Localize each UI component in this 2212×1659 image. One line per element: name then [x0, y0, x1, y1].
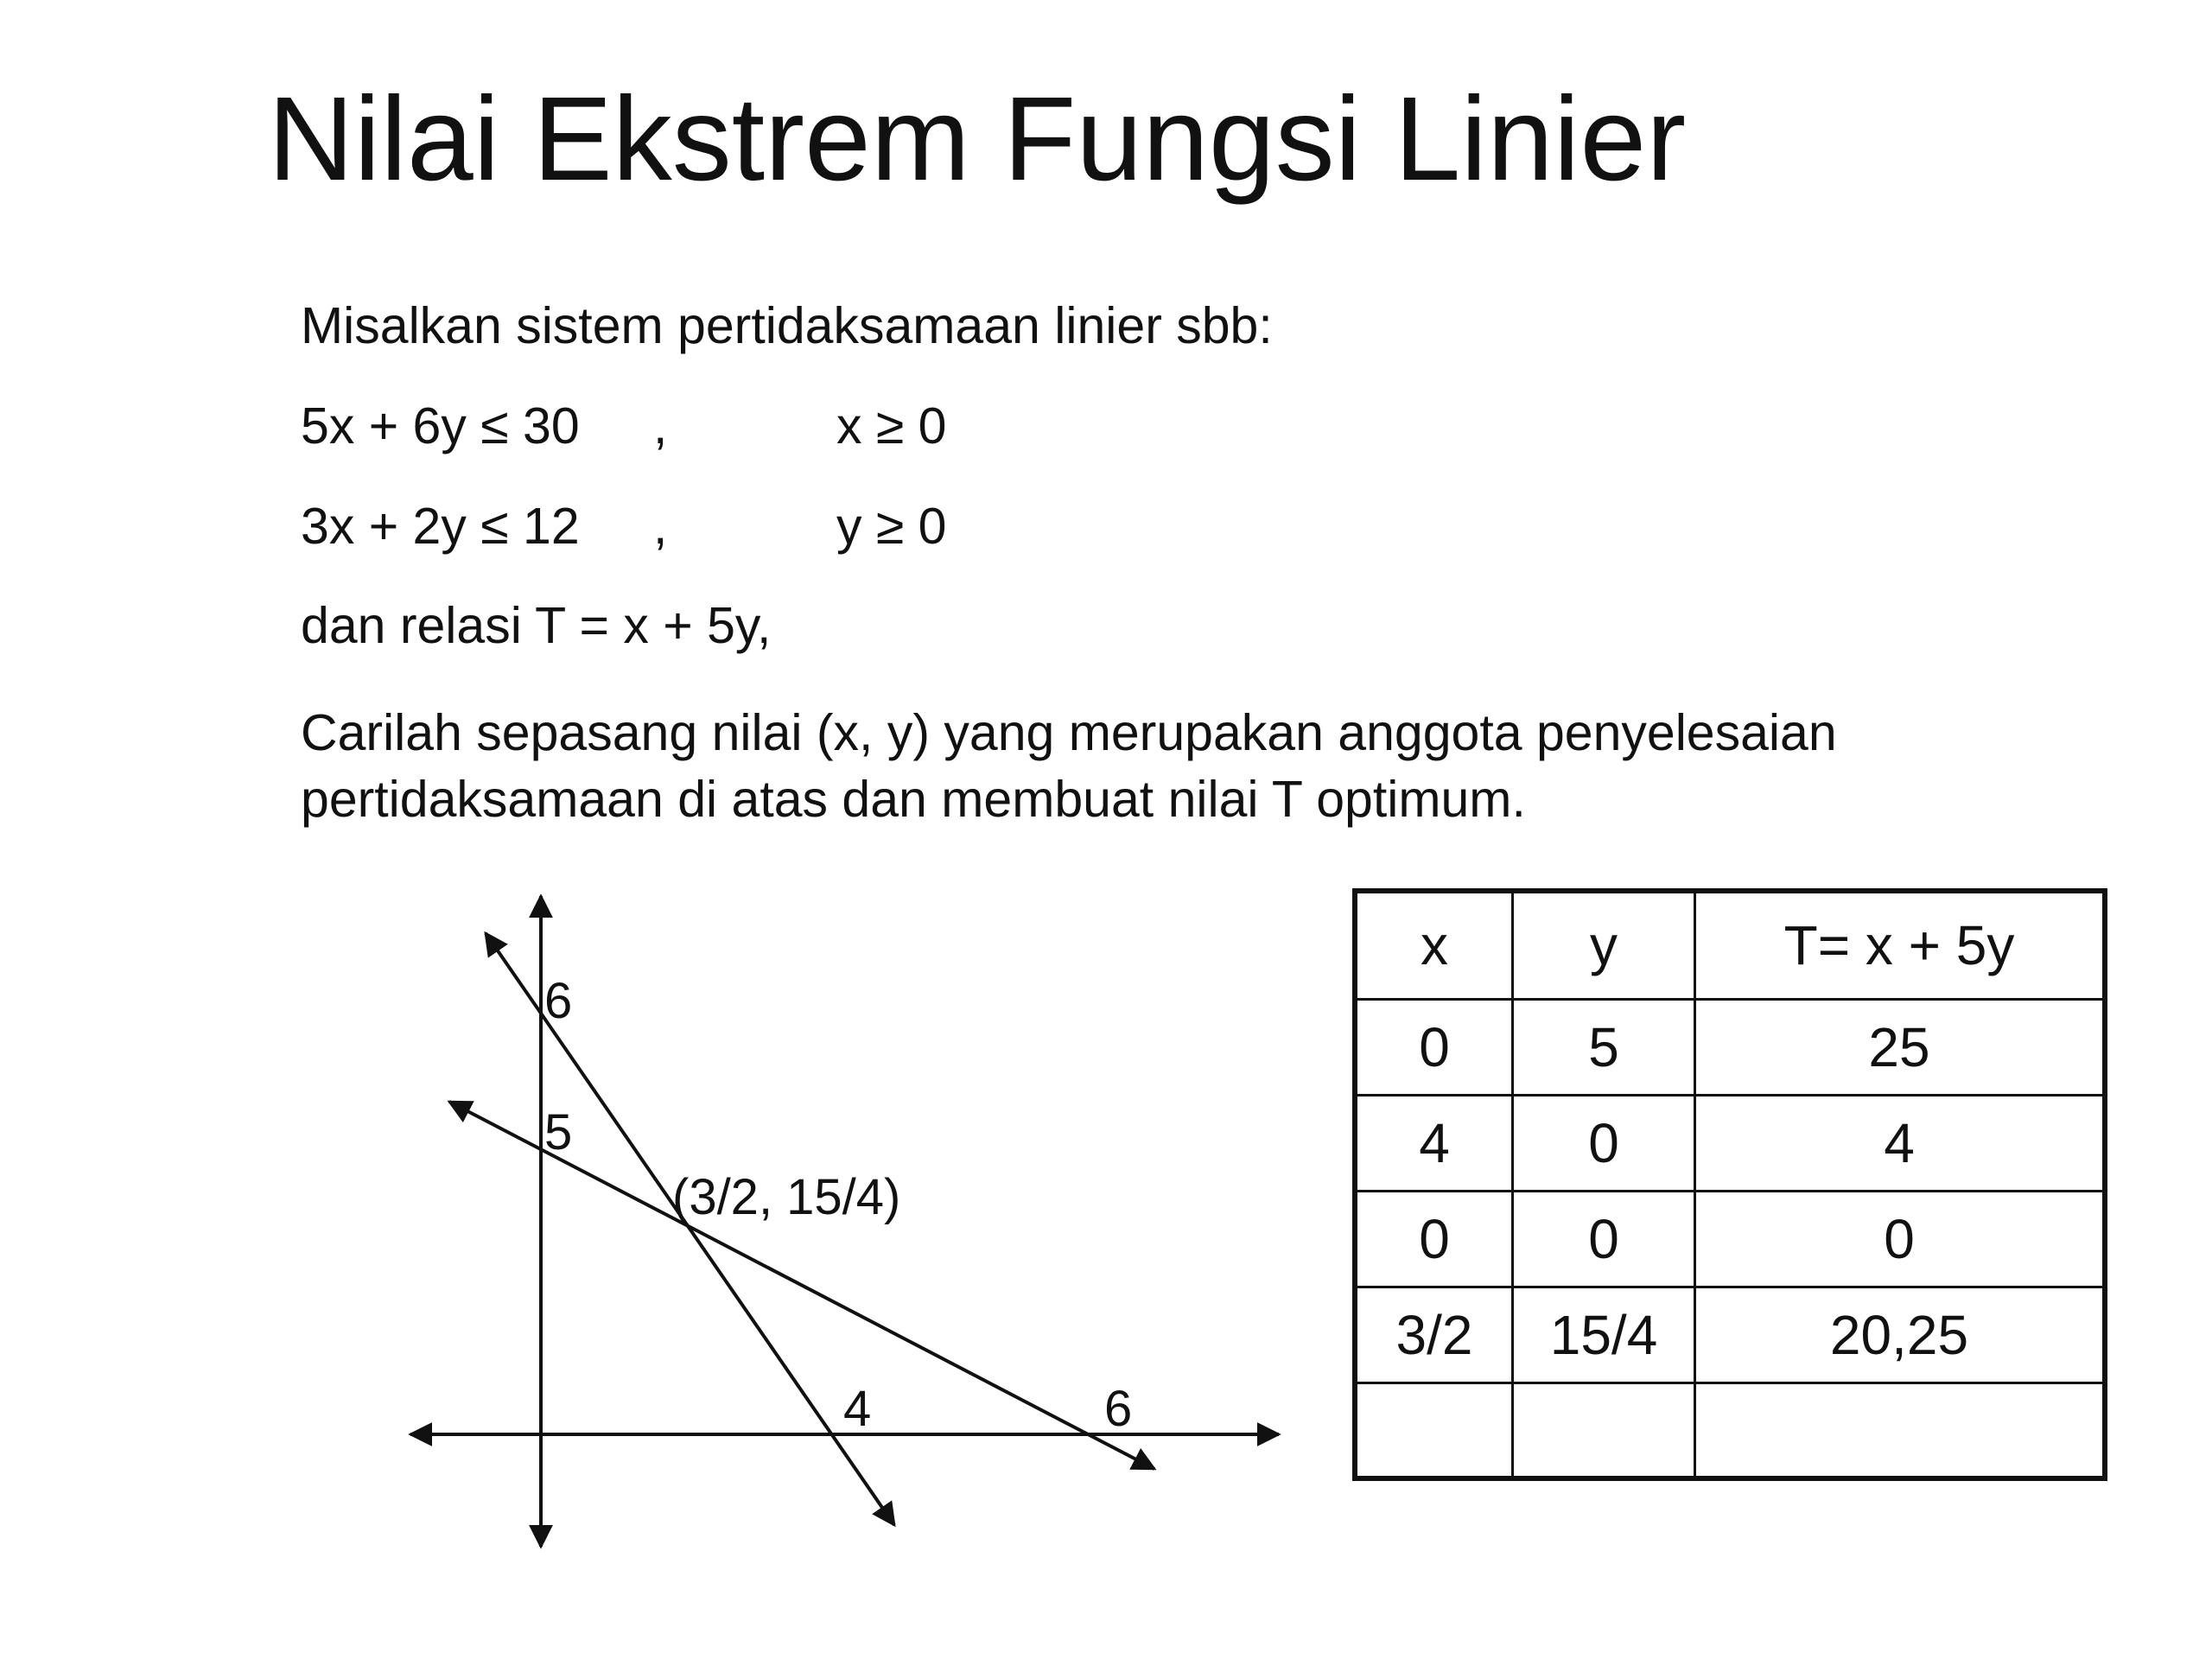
cell-y: 0: [1513, 1095, 1695, 1191]
cell-t: 25: [1695, 999, 2106, 1095]
cell-t: 4: [1695, 1095, 2106, 1191]
x-intercept-label-4: 4: [843, 1381, 872, 1437]
intro-text: Misalkan sistem pertidaksamaan linier sbb:: [301, 297, 1273, 354]
y-intercept-label-6: 6: [544, 973, 573, 1029]
constraint-2-left: 3x + 2y ≤ 12: [301, 498, 580, 555]
constraint-1-separator: ,: [653, 397, 668, 454]
constraint-2-right: y ≥ 0: [836, 498, 947, 555]
relation-text: dan relasi T = x + 5y,: [301, 597, 772, 654]
table-row: [1355, 999, 2105, 1095]
cell-x: [1355, 1382, 1513, 1478]
cell-x: 0: [1355, 999, 1513, 1095]
cell-y: 15/4: [1513, 1287, 1695, 1382]
cell-t: 0: [1695, 1191, 2106, 1287]
constraint-1-right: x ≥ 0: [836, 397, 947, 454]
table-row: [1355, 1287, 2105, 1382]
question-line-1: Carilah sepasang nilai (x, y) yang merupakan anggota penyelesaian: [301, 704, 1837, 761]
constraint-2-separator: ,: [653, 498, 668, 555]
question-line-2: pertidaksamaan di atas dan membuat nilai T optimum.: [301, 771, 1526, 828]
cell-t: 20,25: [1695, 1287, 2106, 1382]
cell-x: 3/2: [1355, 1287, 1513, 1382]
cell-t: [1695, 1382, 2106, 1478]
header-t: T= x + 5y: [1695, 891, 2106, 999]
constraint-1-left: 5x + 6y ≤ 30: [301, 397, 580, 454]
cell-y: 0: [1513, 1191, 1695, 1287]
table-header-row: [1355, 891, 2105, 999]
slide-title: Nilai Ekstrem Fungsi Linier: [268, 73, 1687, 206]
header-x: x: [1355, 891, 1513, 999]
result-table: [1352, 888, 2107, 1481]
x-intercept-label-6: 6: [1104, 1381, 1133, 1437]
cell-x: 4: [1355, 1095, 1513, 1191]
table-row: [1355, 1191, 2105, 1287]
cell-x: 0: [1355, 1191, 1513, 1287]
y-intercept-label-5: 5: [544, 1104, 573, 1160]
intersection-label: (3/2, 15/4): [672, 1169, 901, 1225]
cell-y: [1513, 1382, 1695, 1478]
table-row: [1355, 1382, 2105, 1478]
table-row: [1355, 1095, 2105, 1191]
header-y: y: [1513, 891, 1695, 999]
cell-y: 5: [1513, 999, 1695, 1095]
